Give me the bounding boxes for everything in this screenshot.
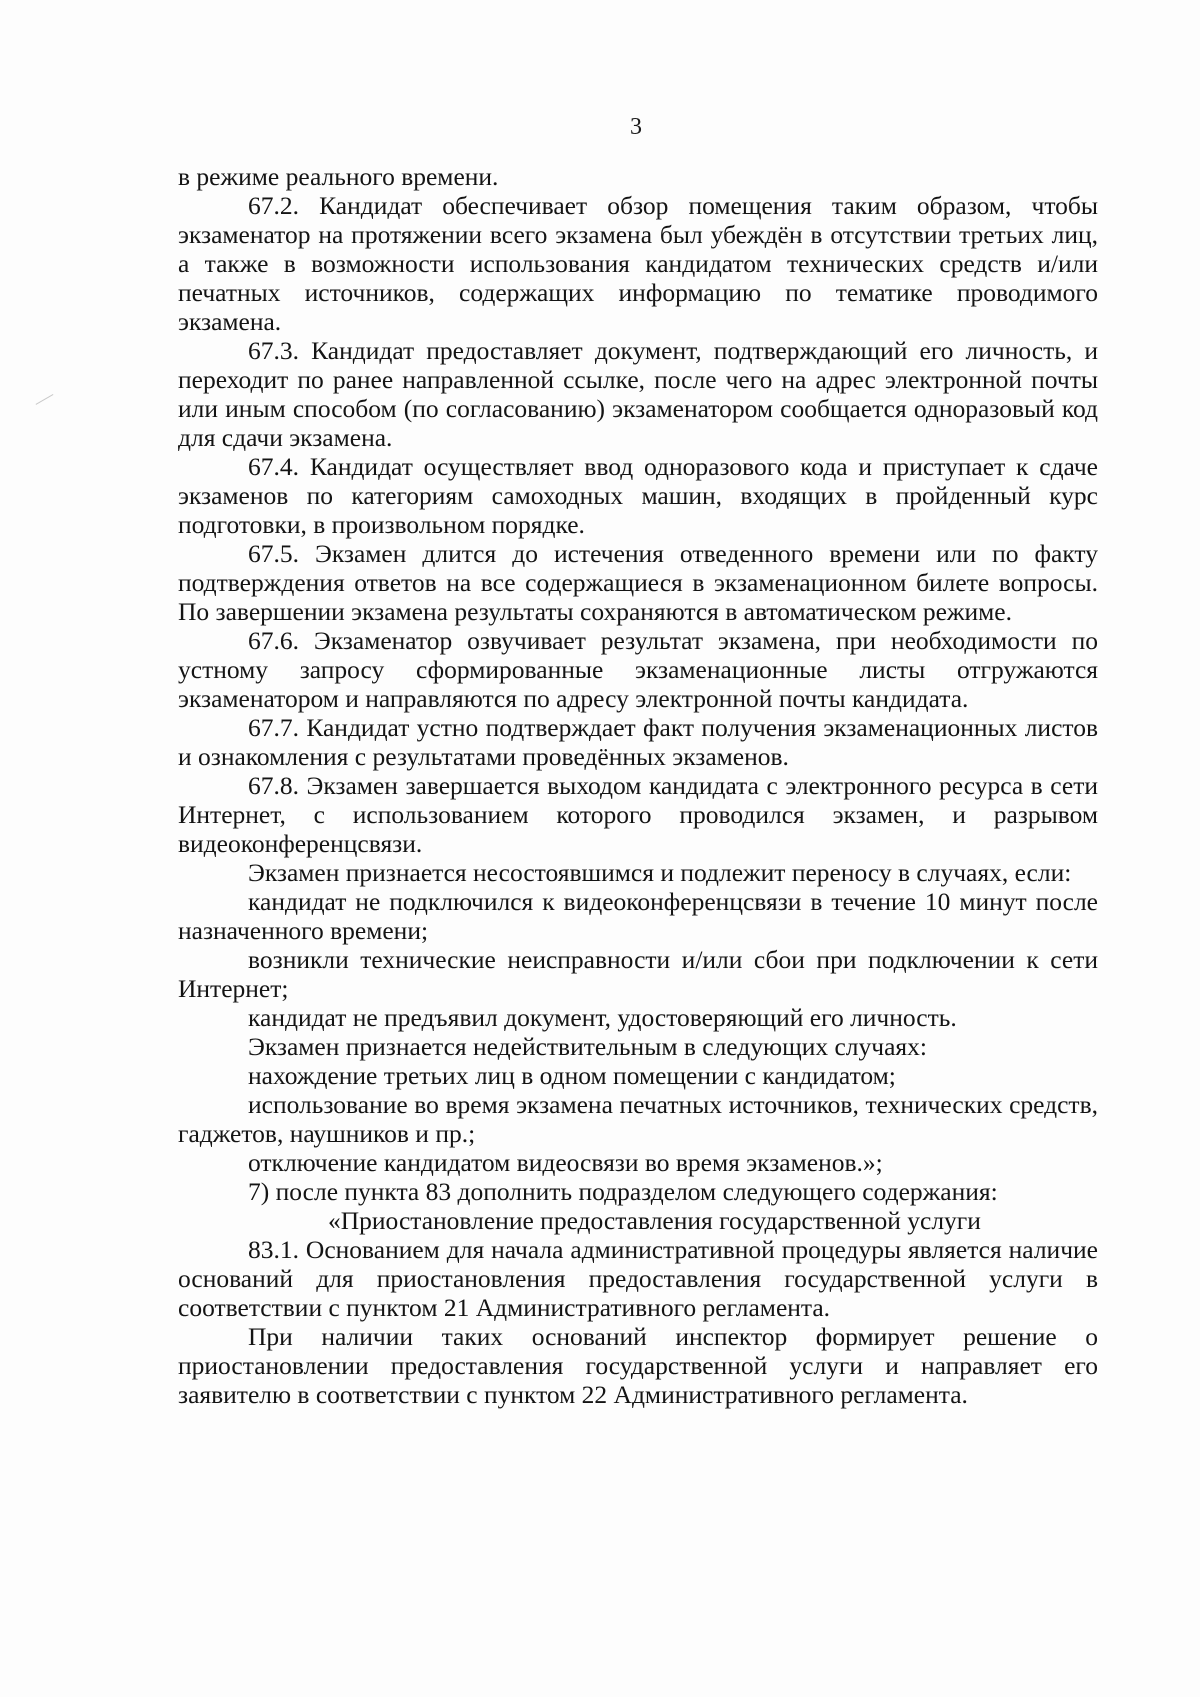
paragraph-67-5: 67.5. Экзамен длится до истечения отведенного времени или по факту подтверждения ответов на все содержащиеся в экзаменационном билете вопросы. По завершении экзамена результаты сохраняются в автоматическом режиме.	[178, 539, 1098, 626]
paragraph-83-1: 83.1. Основанием для начала административной процедуры является наличие оснований для приостановления предоставления государственной услуги в соответствии с пунктом 21 Административного регламента.	[178, 1235, 1098, 1322]
list-item-video-off: отключение кандидатом видеосвязи во время экзаменов.»;	[248, 1148, 883, 1177]
paragraph-item-7: 7) после пункта 83 дополнить подразделом следующего содержания:	[248, 1177, 998, 1206]
paragraph-67-8: 67.8. Экзамен завершается выходом кандидата с электронного ресурса в сети Интернет, с использованием которого проводился экзамен, и разрывом видеоконференцсвязи.	[178, 771, 1098, 858]
page-number: 3	[630, 114, 642, 140]
paragraph-exam-postponed: Экзамен признается несостоявшимся и подлежит переносу в случаях, если:	[248, 858, 1072, 887]
list-item-not-connected: кандидат не подключился к видеоконференцсвязи в течение 10 минут после назначенного времени;	[178, 887, 1098, 945]
list-item-printed-sources: использование во время экзамена печатных источников, технических средств, гаджетов, наушников и пр.;	[178, 1090, 1098, 1148]
paragraph-67-6: 67.6. Экзаменатор озвучивает результат экзамена, при необходимости по устному запросу сформированные экзаменационные листы отгружаются экзаменатором и направляются по адресу электронной почты кандидата.	[178, 626, 1098, 713]
paragraph-67-4: 67.4. Кандидат осуществляет ввод одноразового кода и приступает к сдаче экзаменов по категориям самоходных машин, входящих в пройденный курс подготовки, в произвольном порядке.	[178, 452, 1098, 539]
paragraph-inspector-decision: При наличии таких оснований инспектор формирует решение о приостановлении предоставления государственной услуги и направляет его заявителю в соответствии с пунктом 22 Административного регламента.	[178, 1322, 1098, 1409]
scan-artifact	[36, 394, 61, 417]
paragraph-67-3: 67.3. Кандидат предоставляет документ, подтверждающий его личность, и переходит по ранее направленной ссылке, после чего на адрес электронной почты или иным способом (по согласованию) экзаменатором сообщается одноразовый код для сдачи экзамена.	[178, 336, 1098, 452]
subsection-heading: «Приостановление предоставления государственной услуги	[328, 1206, 981, 1235]
paragraph-exam-invalid: Экзамен признается недействительным в следующих случаях:	[248, 1032, 927, 1061]
list-item-third-parties: нахождение третьих лиц в одном помещении с кандидатом;	[248, 1061, 896, 1090]
paragraph-67-7: 67.7. Кандидат устно подтверждает факт получения экзаменационных листов и ознакомления с результатами проведённых экзаменов.	[178, 713, 1098, 771]
document-body	[178, 162, 1098, 1409]
paragraph-67-2: 67.2. Кандидат обеспечивает обзор помещения таким образом, чтобы экзаменатор на протяжении всего экзамена был убеждён в отсутствии третьих лиц, а также в возможности использования кандидатом технических средств и/или печатных источников, содержащих информацию по тематике проводимого экзамена.	[178, 191, 1098, 336]
list-item-no-document: кандидат не предъявил документ, удостоверяющий его личность.	[248, 1003, 957, 1032]
list-item-technical-failures: возникли технические неисправности и/или сбои при подключении к сети Интернет;	[178, 945, 1098, 1003]
paragraph-continuation: в режиме реального времени.	[178, 162, 499, 191]
